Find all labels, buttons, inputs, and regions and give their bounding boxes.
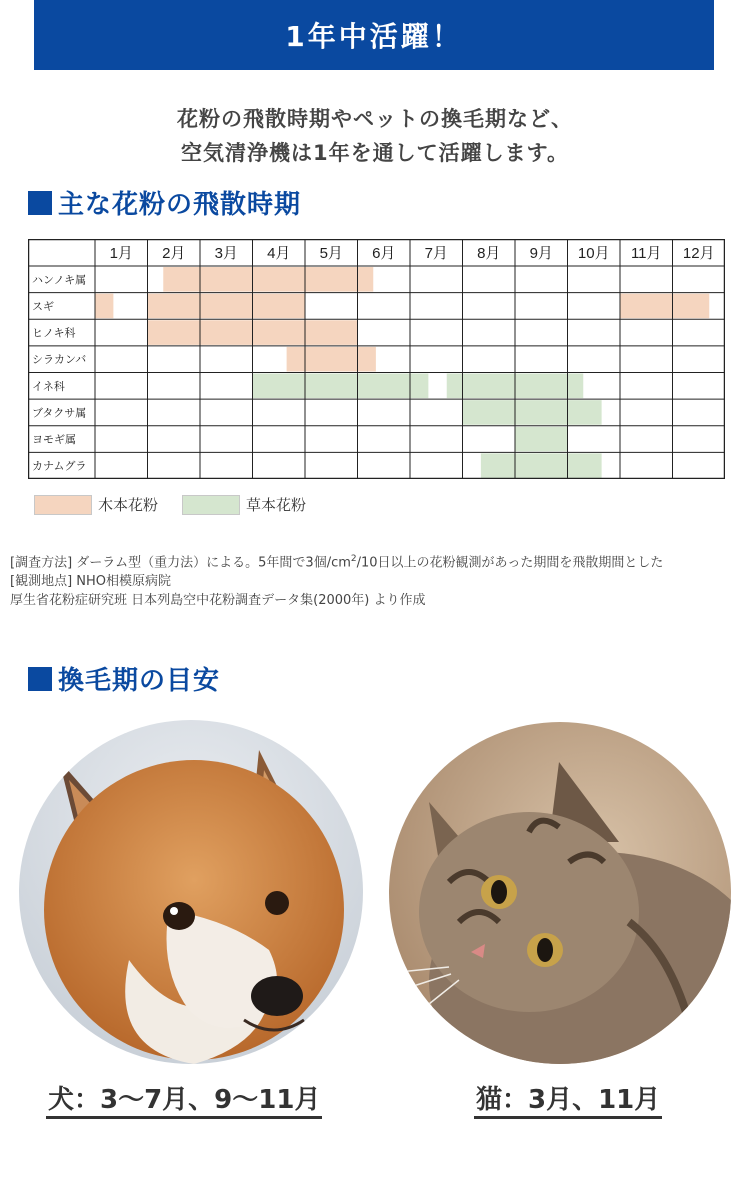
- banner-title: 1年中活躍！: [285, 20, 463, 53]
- pollen-bar-1-0: [95, 294, 113, 319]
- legend-swatch-wood: [34, 495, 92, 515]
- month-label-1: 1月: [109, 245, 133, 262]
- month-label-3: 3月: [214, 245, 238, 262]
- pollen-bar-1-2: [620, 294, 709, 319]
- pollen-row-label-4: イネ科: [32, 379, 65, 393]
- pollen-bar-1-1: [148, 294, 306, 319]
- intro-text: [0, 102, 750, 170]
- pollen-row-label-7: カナムグラ: [32, 459, 87, 473]
- note-method-prefix: [調査方法] ダーラム型（重力法）による。5年間で3個/cm: [10, 555, 351, 571]
- legend-label-wood: 木本花粉: [98, 496, 159, 514]
- pollen-bar-6-0: [515, 427, 568, 452]
- note-method-suffix: /10日以上の花粉観測があった期間を飛散期間とした: [356, 555, 664, 571]
- shiba-dog-photo: [19, 720, 363, 1064]
- pollen-section-title: 主な花粉の飛散時期: [58, 190, 302, 220]
- pollen-bar-7-0: [481, 453, 602, 478]
- pollen-calendar-svg: [28, 239, 725, 479]
- pollen-section-heading: [28, 184, 301, 221]
- legend-swatch-herb: [182, 495, 240, 515]
- month-label-10: 10月: [577, 245, 610, 262]
- pollen-bar-3-0: [287, 347, 376, 372]
- note-source: 厚生省花粉症研究班 日本列島空中花粉調査データ集(2000年) より作成: [10, 593, 426, 609]
- cat-illustration: [389, 722, 731, 1064]
- pollen-row-label-5: ブタクサ属: [32, 406, 87, 420]
- month-label-9: 9月: [529, 245, 553, 262]
- dog-molt-caption: 犬：3〜7月、9〜11月: [46, 1084, 322, 1119]
- pollen-calendar-chart: [28, 239, 725, 479]
- pollen-row-label-2: ヒノキ科: [32, 326, 76, 340]
- legend-label-herb: 草本花粉: [246, 496, 307, 514]
- square-bullet-icon: [28, 667, 52, 691]
- month-label-12: 12月: [682, 245, 715, 262]
- pollen-row-label-3: シラカンバ: [32, 353, 87, 367]
- month-label-5: 5月: [319, 245, 343, 262]
- pollen-bar-5-0: [463, 400, 602, 425]
- intro-line-1: 花粉の飛散時期やペットの換毛期など、: [177, 107, 573, 131]
- dog-illustration: [19, 720, 363, 1064]
- month-label-11: 11月: [630, 245, 662, 262]
- note-method: [10, 550, 663, 572]
- month-label-8: 8月: [477, 245, 501, 262]
- note-place: [観測地点] NHO相模原病院: [10, 574, 172, 590]
- header-banner: [34, 0, 714, 70]
- note-method-sup: 2: [350, 554, 357, 564]
- pollen-row-label-0: ハンノキ属: [32, 273, 87, 287]
- molt-section-title: 換毛期の目安: [58, 666, 221, 696]
- legend-item-herb: [182, 494, 306, 515]
- pollen-row-label-6: ヨモギ属: [32, 433, 76, 447]
- month-label-7: 7月: [424, 245, 448, 262]
- survey-notes: [10, 550, 663, 610]
- month-label-2: 2月: [162, 245, 186, 262]
- intro-line-2: 空気清浄機は1年を通して活躍します。: [181, 141, 569, 165]
- legend-item-wood: [34, 494, 158, 515]
- month-label-6: 6月: [372, 245, 396, 262]
- pollen-bar-4-0: [253, 374, 429, 399]
- pollen-bar-0-0: [163, 267, 373, 292]
- chart-legend: [34, 494, 330, 515]
- square-bullet-icon: [28, 191, 52, 215]
- tabby-kitten-photo: [389, 722, 731, 1064]
- month-label-4: 4月: [267, 245, 291, 262]
- cat-molt-caption: 猫：3月、11月: [474, 1084, 662, 1119]
- molt-section-heading: [28, 660, 220, 697]
- pollen-row-label-1: スギ: [32, 299, 54, 313]
